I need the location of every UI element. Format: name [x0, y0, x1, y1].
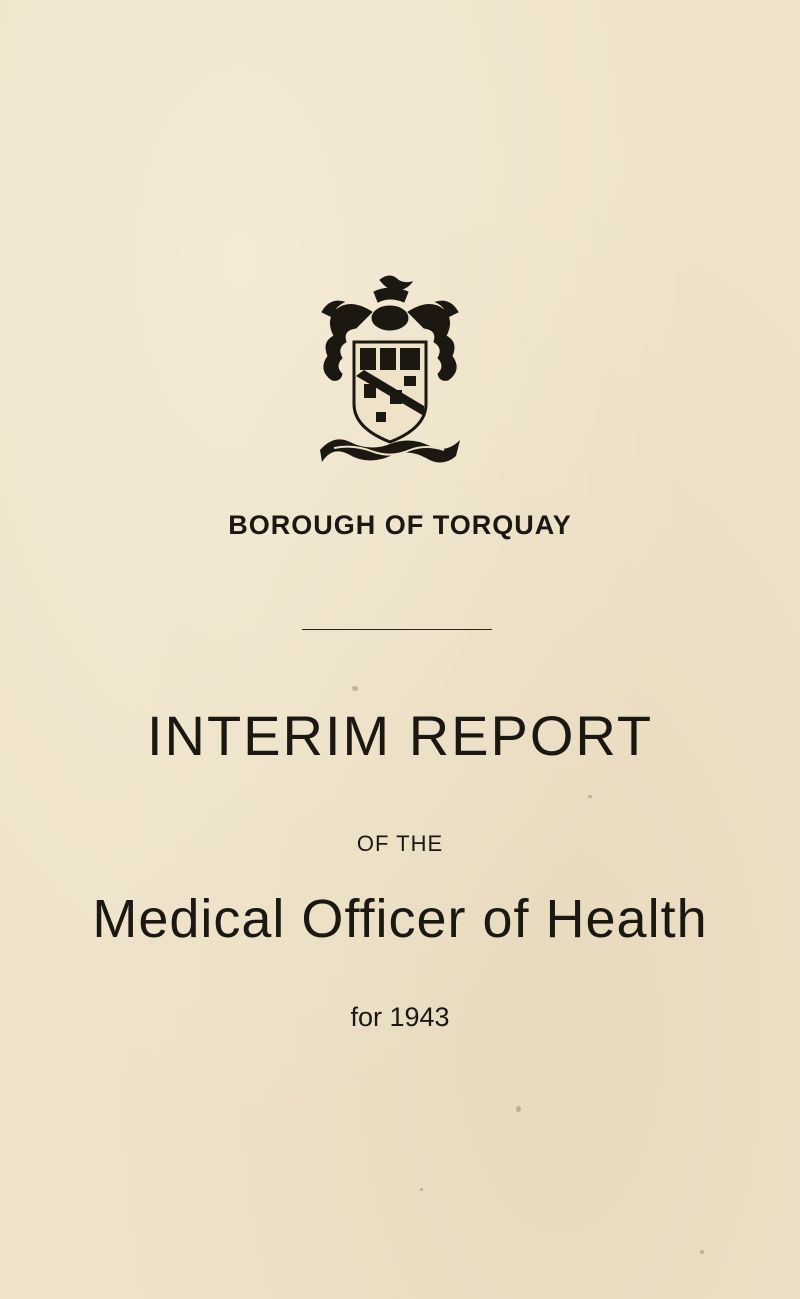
divider-rule [302, 629, 492, 630]
report-title: INTERIM REPORT [146, 704, 654, 767]
paper-speck [516, 1106, 521, 1112]
paper-speck [420, 1188, 423, 1191]
officer-title: Medical Officer of Health [92, 889, 708, 949]
borough-name: BOROUGH OF TORQUAY [228, 510, 572, 540]
paper-speck [352, 686, 358, 691]
of-the-label: OF THE [356, 831, 444, 856]
borough-coat-of-arms-icon [310, 272, 470, 472]
paper-speck [588, 795, 592, 798]
paper-speck [700, 1250, 704, 1254]
report-year: for 1943 [350, 1002, 450, 1032]
